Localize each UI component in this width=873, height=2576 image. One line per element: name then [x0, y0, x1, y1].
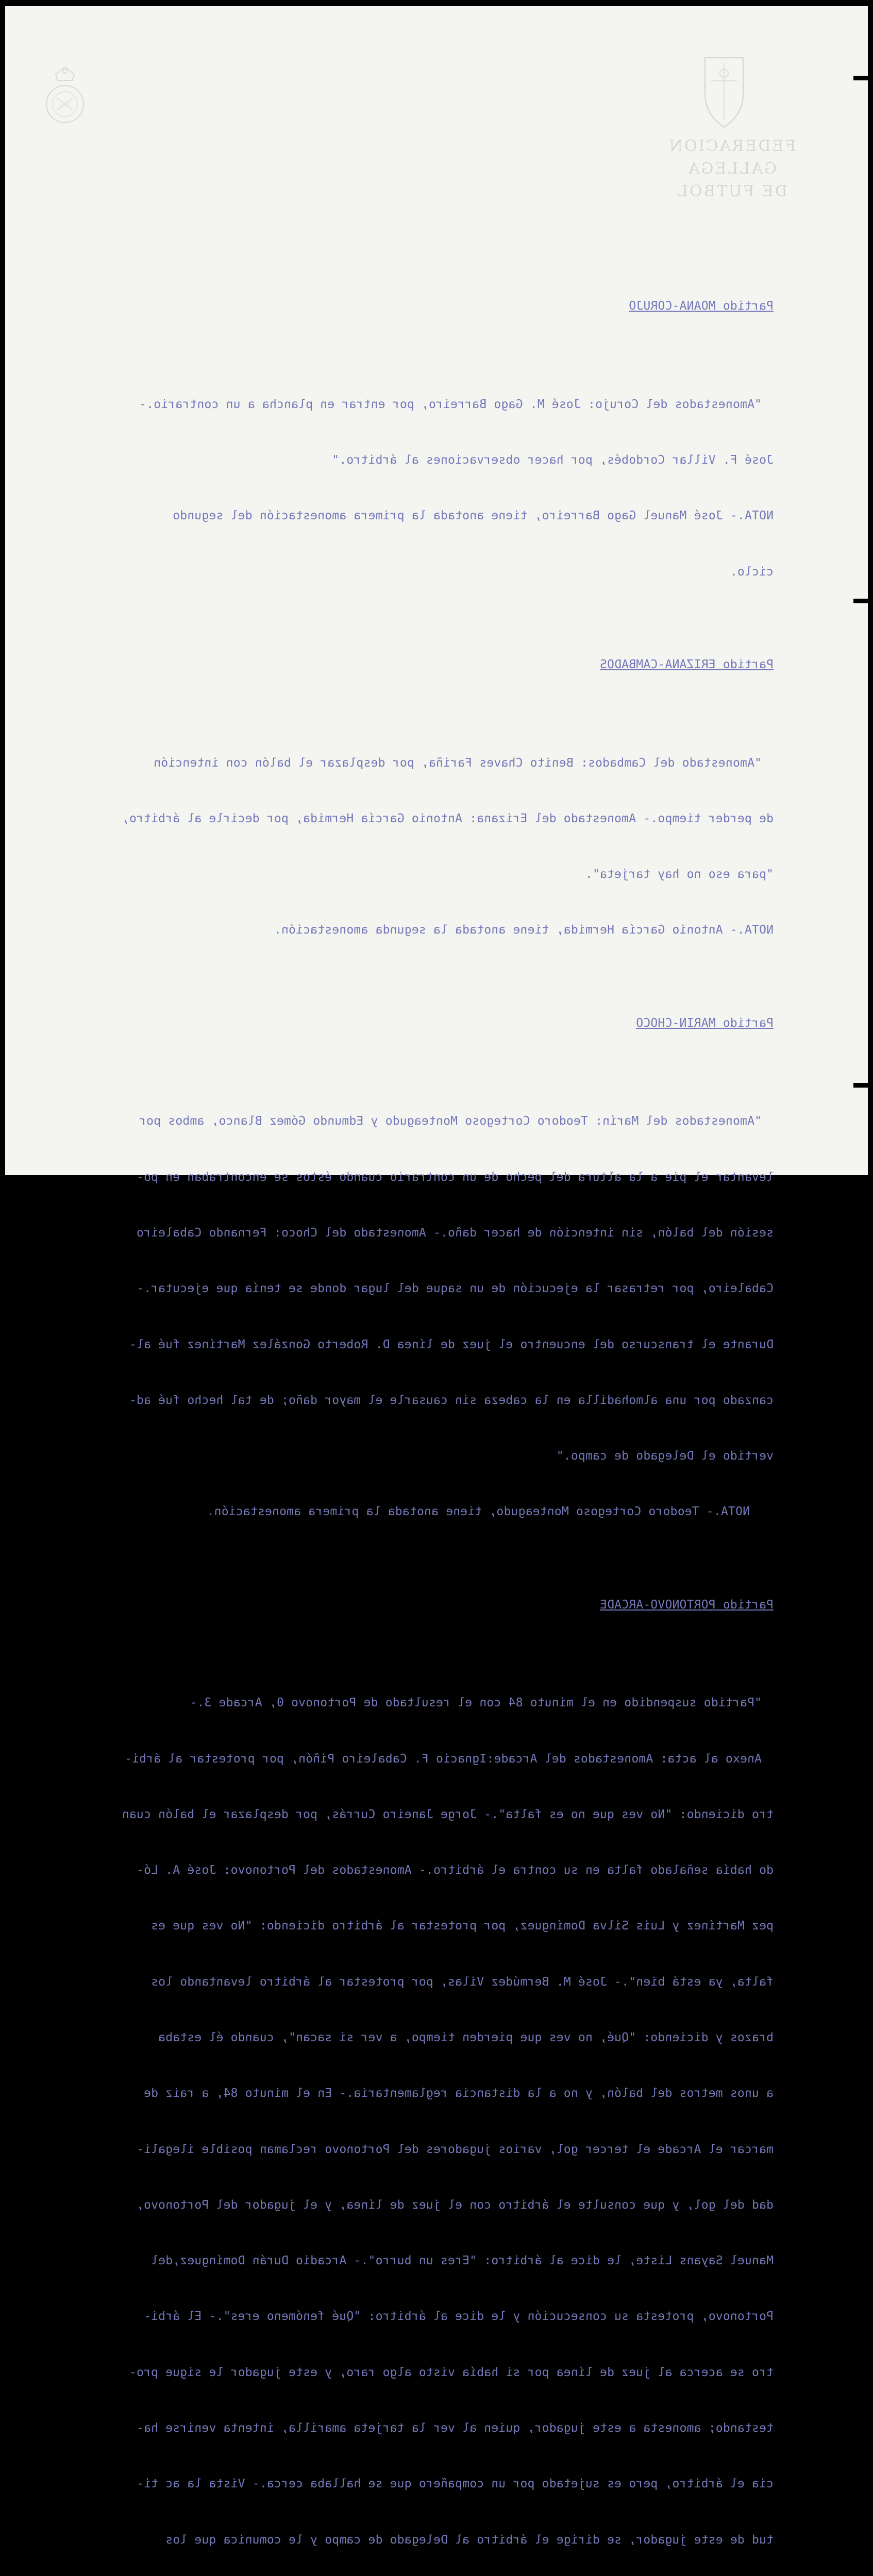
report-line: cia el árbitro, pero es sujetado por un compañero que se hallaba cerca.- Vista la ac ti- — [136, 2477, 774, 2491]
report-line: "para eso no hay tarjeta". — [585, 868, 774, 882]
punch-hole-mark — [853, 1083, 868, 1088]
document-page — [5, 6, 868, 2547]
section-heading-erizana-cambados: Partido ERIZANA-CAMBADOS — [599, 658, 774, 672]
report-line: Cabaleiro, por retrasar la ejecución de un saque del lugar donde se tenía que ejecutar.- — [136, 1282, 774, 1296]
punch-hole-mark — [853, 76, 868, 80]
report-line: marcar el Arcade el tercer gol, varios jugadores del Portonovo reclaman posible ilegali- — [136, 2142, 774, 2156]
report-line: dad del gol, y que consulte el árbitro con el juez de línea, y el jugador del Portonovo, — [136, 2198, 774, 2212]
report-line: pez Martínez y Luis Silva Domínguez, por protestar al árbitro diciendo: "No ves que es — [150, 1919, 774, 1933]
report-line: "Amonestados del Corujo: José M. Gago Barreiro, por entrar en plancha a un contrario.- — [139, 397, 762, 411]
punch-hole-mark — [853, 599, 868, 603]
mirrored-content — [5, 6, 868, 2547]
report-line: NOTA.- José Manuel Gago Barreiro, tiene anotada la primera amonestación del segundo — [173, 509, 774, 523]
section-heading-moana-corujo: Partido MOANA-CORUJO — [629, 299, 774, 313]
report-line: ciclo. — [730, 565, 774, 579]
report-line: levantar el pie a la altura del pecho de un contrario cuando éstos se encontraban en po- — [136, 1170, 774, 1184]
section-heading-portonovo-arcade: Partido PORTONOVO-ARCADE — [599, 1598, 774, 1612]
report-line: "Amonestado del Cambados: Benito Chaves Fariña, por desplazar el balón con intención — [154, 756, 762, 770]
report-line: tud de este jugador, se dirige el árbitro al Delegado de campo y le comunica que los — [165, 2533, 774, 2547]
report-line: vertido el Delegado de campo." — [556, 1449, 774, 1463]
report-line: Portonovo, protesta su consecución y le dice al árbitro: "Qué fenómeno eres".- El árbi- — [143, 2310, 774, 2324]
report-line: testando; amonesta a este jugador, quien al ver la tarjeta amarilla, intenta venirse ha- — [136, 2421, 774, 2435]
report-line: NOTA.- Teodoro Cortegoso Monteagudo, tiene anotada la primera amonestación. — [207, 1505, 750, 1519]
report-line: sesión del balón, sin intención de hacer daño.- Amonestado del Choco: Fernando Cabaleiro — [136, 1226, 774, 1240]
section-heading-marin-choco: Partido MARIN-CHOCO — [636, 1016, 774, 1030]
letterhead-line-1: FEDERACION GALLEGA — [667, 137, 796, 178]
report-line: "Partido suspendido en el minuto 84 con el resultado de Portonovo 0, Arcade 3.- — [190, 1696, 762, 1710]
report-line: "Amonestados del Marín: Teodoro Cortegoso Monteagudo y Edmundo Gómez Blanco, ambos por — [139, 1114, 762, 1128]
report-line: Durante el transcurso del encuentro el juez de línea D. Roberto González Martínez fué al- — [129, 1337, 774, 1351]
report-line: canzado por una almohadilla en la cabeza sin causarle el mayor daño; de tal hecho fué ad- — [129, 1393, 774, 1407]
report-line: falta, ya está bien".- José M. Bermúdez Vilas, por protestar al árbitro levantando los — [150, 1975, 774, 1989]
report-line: tro se acerca al juez de línea por si había visto algo raro, y este jugador le sigue pro- — [129, 2365, 774, 2379]
report-line: NOTA.- Antonio García Hermida, tiene anotada la segunda amonestación. — [274, 923, 774, 937]
report-line: José F. Villar Cordobés, por hacer observaciones al árbitro." — [332, 453, 774, 467]
letterhead-line-2: DE FUTBOL — [676, 182, 787, 200]
match-report-body — [88, 223, 774, 2576]
report-line: Anexo al acta: Amonestados del Arcade:Ignacio F. Cabaleiro Piñón, por protestar al árbi- — [124, 1752, 762, 1766]
report-line: a unos metros del balón, y no a la distancia reglamentaria.- En el minuto 84, a raiz de — [143, 2087, 774, 2100]
report-line: de perder tiempo.- Amonestado del Erizana: Antonio García Hermida, por decirle al árbitro, — [122, 811, 774, 825]
report-line: brazos y diciendo: "Qué, no ves que pierden tiempo, a ver si sacan", cuando él estaba — [158, 2031, 774, 2044]
report-line: tro diciendo: "No ves que no es falta".- Jorge Janeiro Currás, por desplazar el balón cuan — [122, 1807, 774, 1821]
report-line: Manuel Sayans Liste, le dice al árbitro: "Eres un burro".- Arcadio Durán Domínguez,del — [150, 2254, 774, 2268]
report-line: do había señalado falta en su contra el árbitro.- Amonestados del Portonovo: José A. Ló- — [136, 1863, 774, 1877]
